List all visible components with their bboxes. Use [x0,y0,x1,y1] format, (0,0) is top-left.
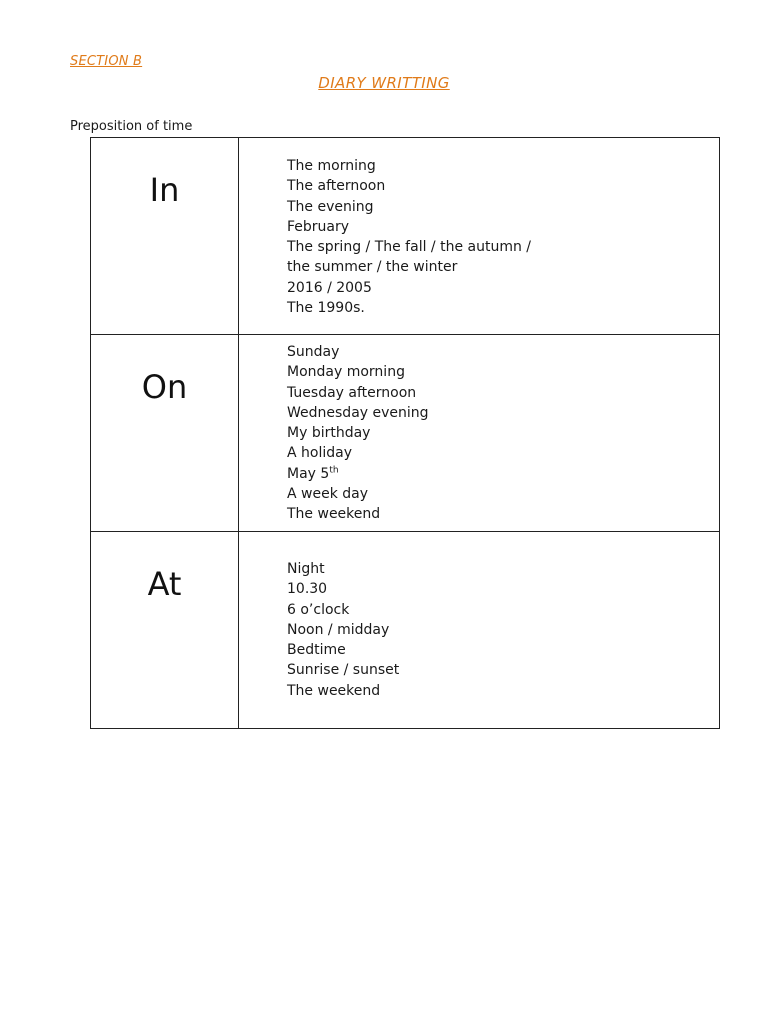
list-item: Sunday [287,344,340,360]
section-label: SECTION B [70,54,143,69]
list-item: 6 o’clock [287,601,350,618]
list-item: The afternoon [287,178,386,195]
list-item: The evening [287,198,374,215]
preposition-in: In [149,171,180,209]
list-item: My birthday [287,425,371,442]
preposition-cell-at [91,532,239,729]
preposition-cell-on [91,335,239,532]
list-item: Monday morning [287,364,405,381]
phrases-cell-at [239,532,720,729]
list-item: Noon / midday [287,621,390,638]
list-item-text: May 5 [287,465,330,482]
phrase-list-in [239,156,719,318]
ordinal-superscript: th [329,465,339,476]
table-row-at [91,532,720,729]
list-item: A holiday [287,445,352,462]
phrases-cell-in [239,138,720,335]
phrases-cell-on [239,335,720,532]
phrase-list-at [239,559,719,701]
list-item: The weekend [287,682,381,699]
list-item: Wednesday evening [287,404,429,421]
list-item: 2016 / 2005 [287,279,372,296]
list-item: The morning [287,158,376,174]
list-item: February [287,218,350,235]
list-item: Sunrise / sunset [287,662,400,679]
table-row-in [91,138,720,335]
document-title: DIARY WRITTING [318,74,450,92]
list-item: Tuesday afternoon [287,384,417,401]
preposition-cell-in [91,138,239,335]
preposition-at: At [147,565,182,603]
phrase-list-on [239,342,719,525]
table-row-on [91,335,720,532]
list-item: the summer / the winter [287,259,458,276]
list-item: The spring / The fall / the autumn / [287,239,532,256]
list-item [287,464,719,484]
list-item: Bedtime [287,642,346,659]
list-item: 10.30 [287,581,328,598]
list-item: The weekend [287,506,381,523]
preposition-table [90,137,720,729]
list-item: A week day [287,486,369,503]
list-item: The 1990s. [287,300,365,317]
subheading: Preposition of time [70,119,193,134]
list-item: Night [287,561,325,577]
preposition-on: On [141,368,188,406]
